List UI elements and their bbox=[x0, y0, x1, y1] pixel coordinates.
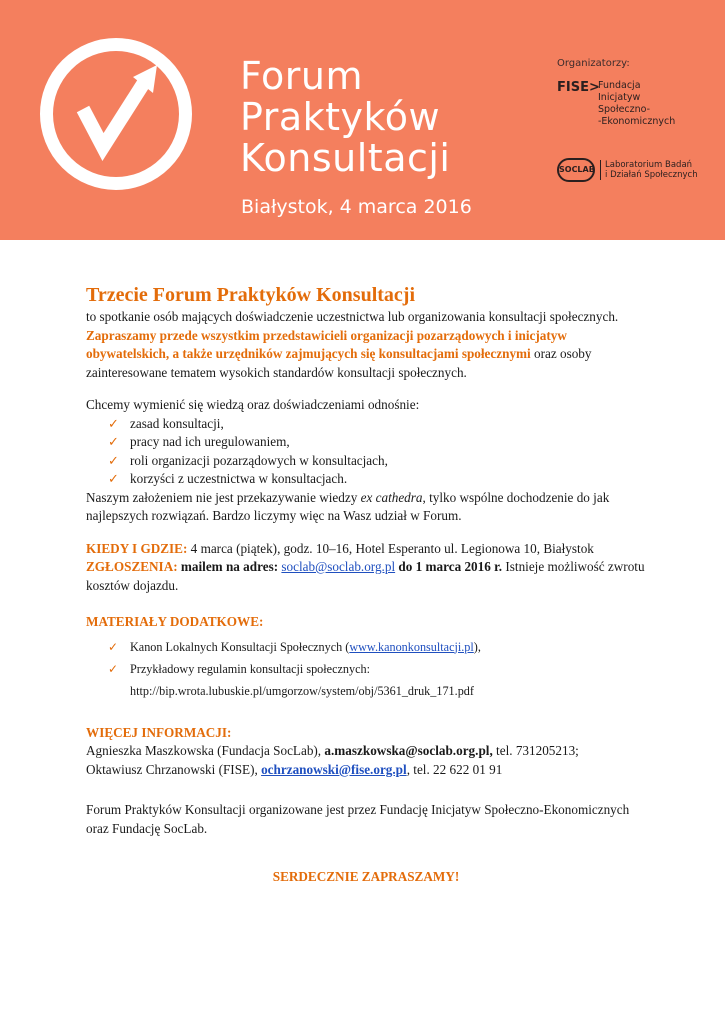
check-arrow-icon bbox=[53, 51, 179, 177]
soclab-logo: SOCLAB bbox=[557, 158, 595, 182]
registration-text: mailem na adres: bbox=[177, 559, 282, 574]
list-item-text: zasad konsultacji, bbox=[130, 415, 224, 431]
list-item bbox=[108, 658, 646, 680]
contact-email-link[interactable]: ochrzanowski@fise.org.pl bbox=[261, 761, 407, 777]
fise-name-line: Fundacja bbox=[598, 80, 641, 91]
when-where bbox=[86, 540, 646, 559]
contact-email: a.maszkowska@soclab.org.pl, bbox=[324, 743, 493, 758]
contact-line bbox=[86, 761, 646, 780]
topics-list bbox=[86, 415, 646, 489]
fise-name-line: Inicjatyw bbox=[598, 92, 641, 103]
page-title: Trzecie Forum Praktyków Konsultacji bbox=[86, 284, 416, 306]
contact-text: Oktawiusz Chrzanowski (FISE), bbox=[86, 761, 262, 777]
list-item bbox=[108, 433, 646, 452]
closing-text: , tylko wspólne dochodzenie do jak najlepszych rozwiązań. Bardzo liczymy więc na Wasz udział w Forum. bbox=[86, 489, 610, 523]
when-where-label: KIEDY I GDZIE: bbox=[86, 540, 188, 556]
organizers-label: Organizatorzy: bbox=[557, 58, 630, 69]
registration-label: ZGŁOSZENIA: bbox=[86, 559, 178, 574]
materials-section bbox=[86, 636, 646, 702]
intro-text: oraz osoby zainteresowane tematem wysokich standardów konsultacji społecznych. bbox=[86, 346, 592, 380]
checkmark-icon: ✓ bbox=[108, 471, 120, 486]
forum-logo bbox=[40, 38, 192, 190]
exchange-closing bbox=[86, 489, 646, 526]
banner-title-line: Konsultacji bbox=[240, 136, 451, 180]
intro-paragraph bbox=[86, 308, 646, 382]
when-where-text: 4 marca (piątek), godz. 10–16, Hotel Esperanto ul. Legionowa 10, Białystok bbox=[187, 540, 594, 556]
closing-text: Naszym założeniem nie jest przekazywanie wiedzy bbox=[86, 489, 361, 505]
checkmark-icon: ✓ bbox=[108, 415, 120, 431]
banner-title bbox=[240, 56, 451, 179]
materials-list bbox=[86, 636, 646, 680]
contact-line bbox=[86, 742, 646, 761]
list-item bbox=[108, 636, 646, 658]
list-item bbox=[108, 415, 646, 434]
more-info-label: WIĘCEJ INFORMACJI: bbox=[86, 724, 232, 740]
checkmark-icon: ✓ bbox=[108, 452, 120, 468]
fise-name-line: Społeczno- bbox=[598, 104, 651, 115]
list-item-text: pracy nad ich uregulowaniem, bbox=[130, 434, 290, 449]
registration-email-link[interactable]: soclab@soclab.org.pl bbox=[281, 559, 396, 574]
organized-by: Forum Praktyków Konsultacji organizowane jest przez Fundację Inicjatyw Społeczno-Ekonomicznych oraz Fundację SocLab. bbox=[86, 802, 630, 836]
contact-text: tel. 731205213; bbox=[492, 743, 579, 758]
materials-label: MATERIAŁY DODATKOWE: bbox=[86, 614, 264, 629]
closing-italic: ex cathedra bbox=[360, 489, 423, 505]
banner-title-line: Forum bbox=[240, 54, 363, 98]
intro-text: to spotkanie osób mających doświadczenie uczestnictwa lub organizowania konsultacji społecznych. bbox=[86, 309, 619, 324]
fise-name-line: -Ekonomicznych bbox=[598, 116, 676, 127]
banner-place-date: Białystok, 4 marca 2016 bbox=[241, 196, 472, 218]
fise-name bbox=[598, 80, 675, 128]
list-item-text: roli organizacji pozarządowych w konsultacjach, bbox=[130, 452, 388, 468]
list-item bbox=[108, 470, 646, 489]
checkmark-icon: ✓ bbox=[108, 639, 119, 654]
list-item bbox=[108, 452, 646, 471]
soclab-name bbox=[600, 160, 698, 180]
banner-title-line: Praktyków bbox=[240, 95, 441, 139]
soclab-name-line: Laboratorium Badań bbox=[605, 160, 693, 170]
registration-deadline: do 1 marca 2016 r. bbox=[395, 559, 503, 574]
soclab-name-line: i Działań Społecznych bbox=[605, 170, 698, 180]
intro-highlight: Zapraszamy przede wszystkim przedstawicieli organizacji pozarządowych i inicjatyw obywatelskich, a także urzędników zajmujących się konsultacjami społecznymi bbox=[86, 327, 567, 361]
closing-invitation: SERDECZNIE ZAPRASZAMY! bbox=[272, 869, 460, 884]
contact-text: , tel. 22 622 01 91 bbox=[406, 761, 503, 777]
registration-text: Istnieje możliwość zwrotu kosztów dojazdu. bbox=[86, 559, 645, 593]
checkmark-icon: ✓ bbox=[108, 661, 119, 676]
fise-logo: FISE> bbox=[557, 80, 600, 95]
list-item-text: korzyści z uczestnictwa w konsultacjach. bbox=[130, 471, 348, 486]
regulation-url: http://bip.wrota.lubuskie.pl/umgorzow/system/obj/5361_druk_171.pdf bbox=[130, 683, 474, 698]
header-banner bbox=[0, 0, 725, 240]
registration bbox=[86, 558, 646, 595]
material-text: Przykładowy regulamin konsultacji społecznych: bbox=[130, 661, 370, 676]
kanon-link[interactable]: www.kanonkonsultacji.pl bbox=[349, 639, 474, 654]
material-text: ), bbox=[473, 639, 481, 654]
exchange-lead: Chcemy wymienić się wiedzą oraz doświadczeniami odnośnie: bbox=[86, 397, 420, 412]
contact-text: Agnieszka Maszkowska (Fundacja SocLab), bbox=[86, 743, 325, 758]
checkmark-icon: ✓ bbox=[108, 434, 120, 449]
material-text: Kanon Lokalnych Konsultacji Społecznych ( bbox=[130, 639, 350, 654]
document-body bbox=[86, 282, 646, 887]
